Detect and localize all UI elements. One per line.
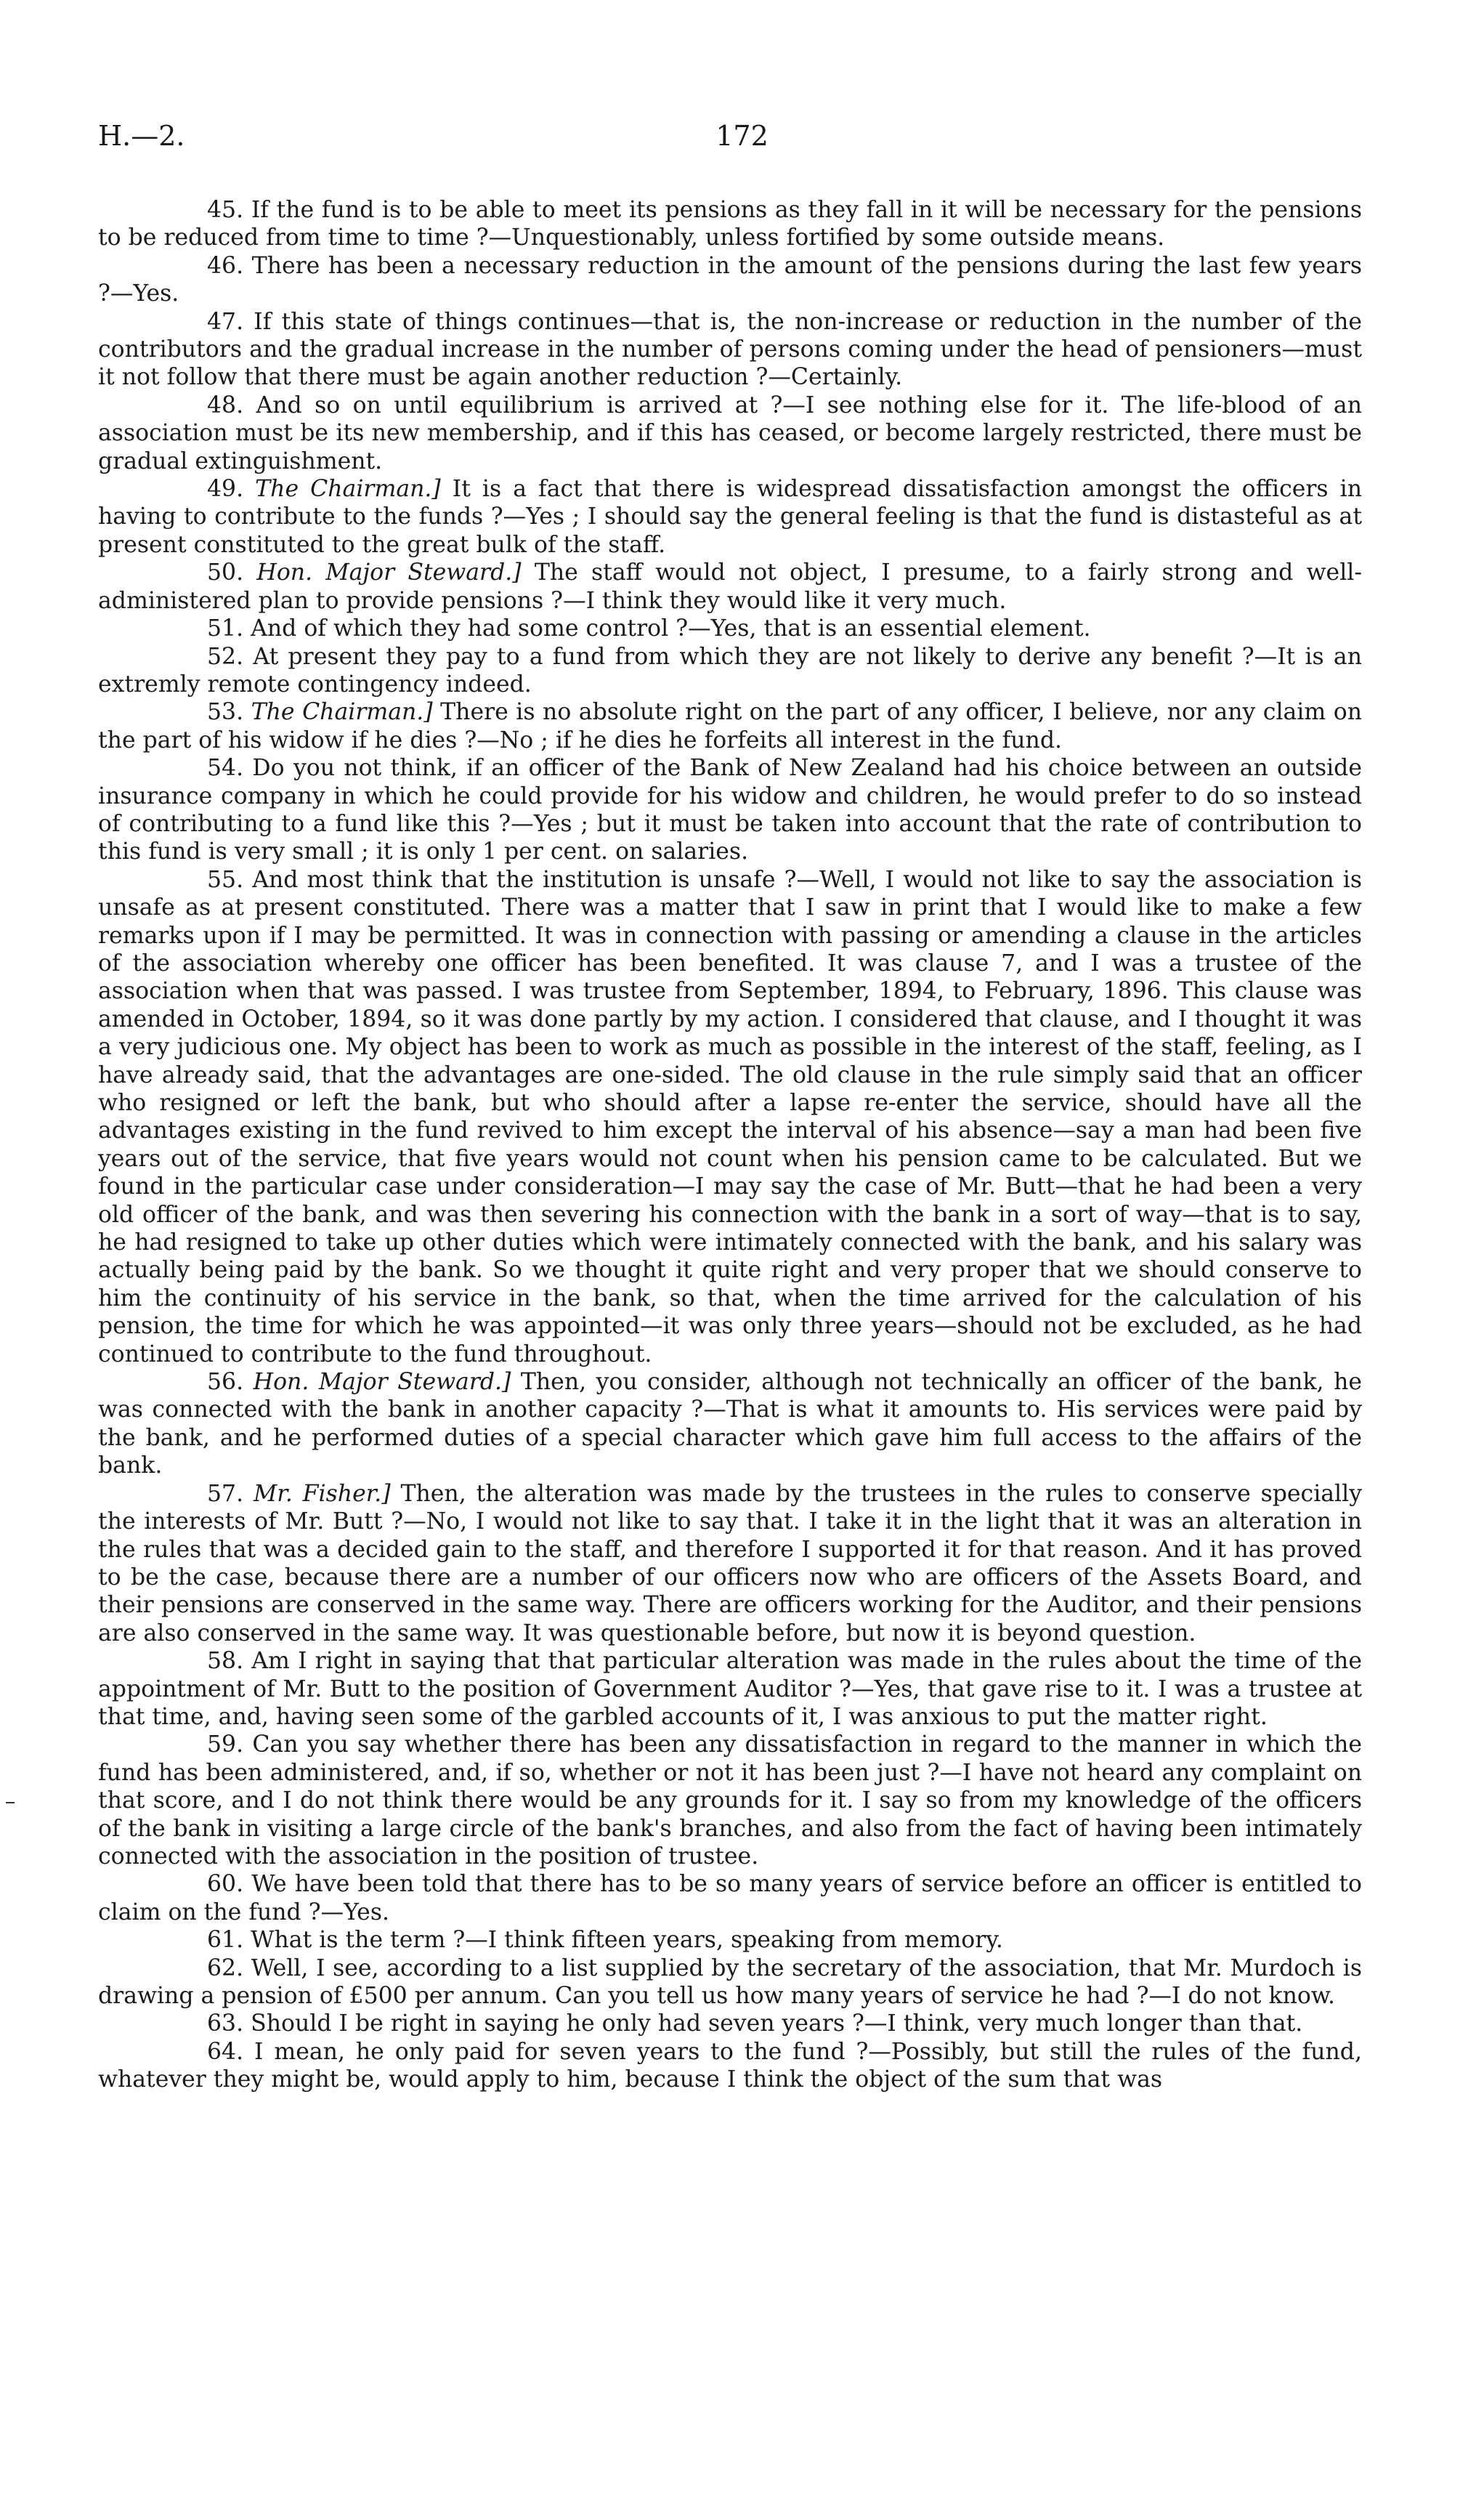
paragraph-61	[98, 1926, 1362, 1954]
paragraph-text: I mean, he only paid for seven years to the fund ?—Possibly, but still the rules of the fund, whatever they might be, would apply to him, because I think the object of the sum that was	[98, 2038, 1362, 2093]
paragraph-text: The staff would not object, I presume, to a fairly strong and well-administered plan to provide pensions ?—I think they would like it very much.	[98, 559, 1362, 614]
paragraph-text: At present they pay to a fund from which they are not likely to derive any benefit ?—It is an extremly remote contingency indeed.	[98, 643, 1363, 698]
paragraph-55	[98, 866, 1362, 1368]
paragraph-47	[98, 308, 1362, 392]
paragraph-number: 45.	[207, 197, 244, 223]
paragraph-62	[98, 1955, 1362, 2010]
paragraph-number: 61.	[207, 1927, 244, 1954]
paragraph-number: 49.	[207, 476, 244, 503]
paragraph-text: What is the term ?—I think fifteen years, speaking from memory.	[251, 1927, 1003, 1954]
paragraph-number: 57.	[207, 1480, 244, 1507]
paragraph-number: 48.	[207, 392, 244, 419]
paragraph-56	[98, 1368, 1362, 1480]
paragraph-63	[98, 2010, 1362, 2037]
paragraph-number: 54.	[207, 755, 244, 782]
paragraph-58	[98, 1647, 1362, 1731]
paragraph-text: If the fund is to be able to meet its pensions as they fall in it will be necessary for the pensions to be reduced from time to time ?—Unquestionably, unless fortified by some outside means.	[98, 197, 1363, 251]
paragraph-number: 59.	[207, 1731, 244, 1758]
paragraph-text: It is a fact that there is widespread dissatisfaction amongst the officers in having to contribute to the funds ?—Yes ; I should say the general feeling is that the fund is distasteful as at present constituted to the great bulk of the staff.	[98, 476, 1363, 558]
speaker-label: Hon. Major Steward.]	[253, 1369, 511, 1396]
paragraph-number: 56.	[207, 1369, 244, 1396]
paragraph-number: 50.	[207, 559, 244, 586]
paragraph-text: And so on until equilibrium is arrived at ?—I see nothing else for it. The life-blood of an association must be its new membership, and if this has ceased, or become largely restricted, there must be gradual extinguishment.	[98, 392, 1362, 474]
paragraph-text: Then, you consider, although not technically an officer of the bank, he was connected with the bank in another capacity ?—That is what it amounts to. His services were paid by the bank, and he performed duties of a special character which gave him full access to the affairs of the bank.	[98, 1369, 1363, 1479]
paragraph-60	[98, 1870, 1362, 1926]
paragraph-number: 55.	[207, 866, 244, 893]
paragraph-text: Well, I see, according to a list supplied by the secretary of the association, that Mr. Murdoch is drawing a pension of £500 per annum. Can you tell us how many years of service he had ?—I do not know.	[98, 1955, 1363, 2009]
paragraph-46	[98, 252, 1362, 308]
paragraph-59	[98, 1731, 1362, 1870]
paragraph-53	[98, 698, 1362, 754]
speaker-label: The Chairman.]	[251, 699, 433, 726]
paragraph-49	[98, 475, 1362, 559]
paragraph-52	[98, 643, 1362, 699]
paragraph-number: 46.	[207, 252, 244, 279]
paragraph-text: Should I be right in saying he only had seven years ?—I think, very much longer than that.	[251, 2010, 1303, 2037]
paragraph-text: Can you say whether there has been any dissatisfaction in regard to the manner in which the fund has been administered, and, if so, whether or not it has been just ?—I have not heard any complaint on that score, and I do not think there would be any grounds for it. I say so from my knowledge of the officers of the bank in visiting a large circle of the bank's branches, and also from the fact of having been intimately connected with the association in the position of trustee.	[98, 1731, 1362, 1870]
paragraph-number: 47.	[207, 308, 244, 335]
document-reference: H.—2.	[98, 120, 185, 152]
paragraph-text: If this state of things continues—that is, the non-increase or reduction in the number of the contributors and the gradual increase in the number of persons coming under the head of pensioners—must it not follow that there must be again another reduction ?—Certainly.	[98, 308, 1362, 391]
paragraph-text: There has been a necessary reduction in the amount of the pensions during the last few years ?—Yes.	[98, 252, 1362, 307]
paragraph-number: 62.	[207, 1955, 244, 1981]
paragraph-57	[98, 1480, 1362, 1647]
paragraph-45	[98, 196, 1362, 252]
paragraph-number: 52.	[207, 643, 244, 670]
speaker-label: Hon. Major Steward.]	[256, 559, 522, 586]
paragraph-text: Do you not think, if an officer of the Bank of New Zealand had his choice between an outside insurance company in which he could provide for his widow and children, he would prefer to do so instead of contributing to a fund like this ?—Yes ; but it must be taken into account that the rate of contribution to this fund is very small ; it is only 1 per cent. on salaries.	[98, 755, 1362, 865]
paragraph-text: Then, the alteration was made by the trustees in the rules to conserve specially the interests of Mr. Butt ?—No, I would not like to say that. I take it in the light that it was an alteration in the rules that was a decided gain to the staff, and therefore I supported it for that reason. And it has proved to be the case, because there are a number of our officers now who are officers of the Assets Board, and their pensions are conserved in the same way. There are officers working for the Auditor, and their pensions are also conserved in the same way. It was questionable before, but now it is beyond question.	[98, 1480, 1362, 1646]
paragraph-text: Am I right in saying that that particular alteration was made in the rules about the time of the appointment of Mr. Butt to the position of Government Auditor ?—Yes, that gave rise to it. I was a trustee at that time, and, having seen some of the garbled accounts of it, I was anxious to put the matter right.	[98, 1648, 1362, 1730]
paragraph-54	[98, 754, 1362, 866]
page-number: 172	[715, 120, 769, 152]
paragraph-64	[98, 2038, 1362, 2094]
paragraph-number: 63.	[207, 2010, 244, 2037]
paragraph-text: There is no absolute right on the part of any officer, I believe, nor any claim on the part of his widow if he dies ?—No ; if he dies he forfeits all interest in the fund.	[98, 699, 1363, 753]
paragraph-number: 60.	[207, 1871, 244, 1898]
paragraph-text: We have been told that there has to be so many years of service before an officer is entitled to claim on the fund ?—Yes.	[98, 1871, 1363, 1925]
document-body	[98, 196, 1362, 2094]
paragraph-51	[98, 615, 1362, 642]
margin-mark	[6, 1802, 15, 1803]
paragraph-text: And of which they had some control ?—Yes, that is an essential element.	[251, 615, 1091, 642]
paragraph-text: And most think that the institution is unsafe ?—Well, I would not like to say the association is unsafe as at present constituted. There was a matter that I saw in print that I would like to make a few remarks upon if I may be permitted. It was in connection with passing or amending a clause in the articles of the association whereby one officer has been benefited. It was clause 7, and I was a trustee of the association when that was passed. I was trustee from September, 1894, to February, 1896. This clause was amended in October, 1894, so it was done partly by my action. I considered that clause, and I thought it was a very judicious one. My object has been to work as much as possible in the interest of the staff, feeling, as I have already said, that the advantages are one-sided. The old clause in the rule simply said that an officer who resigned or left the bank, but who should after a lapse re-enter the service, should have all the advantages existing in the fund revived to him except the interval of his absence—say a man had been five years out of the service, that five years would not count when his pension came to be calculated. But we found in the particular case under consideration—I may say the case of Mr. Butt—that he had been a very old officer of the bank, and was then severing his connection with the bank in a sort of way—that is to say, he had resigned to take up other duties which were intimately connected with the bank, and his salary was actually being paid by the bank. So we thought it quite right and very proper that we should conserve to him the continuity of his service in the bank, so that, when the time arrived for the calculation of his pension, the time for which he was appointed—it was only three years—should not be excluded, as he had continued to contribute to the fund throughout.	[98, 866, 1362, 1367]
paragraph-number: 58.	[207, 1648, 244, 1675]
speaker-label: The Chairman.]	[255, 476, 441, 503]
paragraph-50	[98, 559, 1362, 615]
paragraph-number: 53.	[207, 699, 244, 726]
speaker-label: Mr. Fisher.]	[253, 1480, 391, 1507]
paragraph-number: 64.	[207, 2038, 244, 2065]
paragraph-number: 51.	[207, 615, 244, 642]
paragraph-48	[98, 392, 1362, 475]
